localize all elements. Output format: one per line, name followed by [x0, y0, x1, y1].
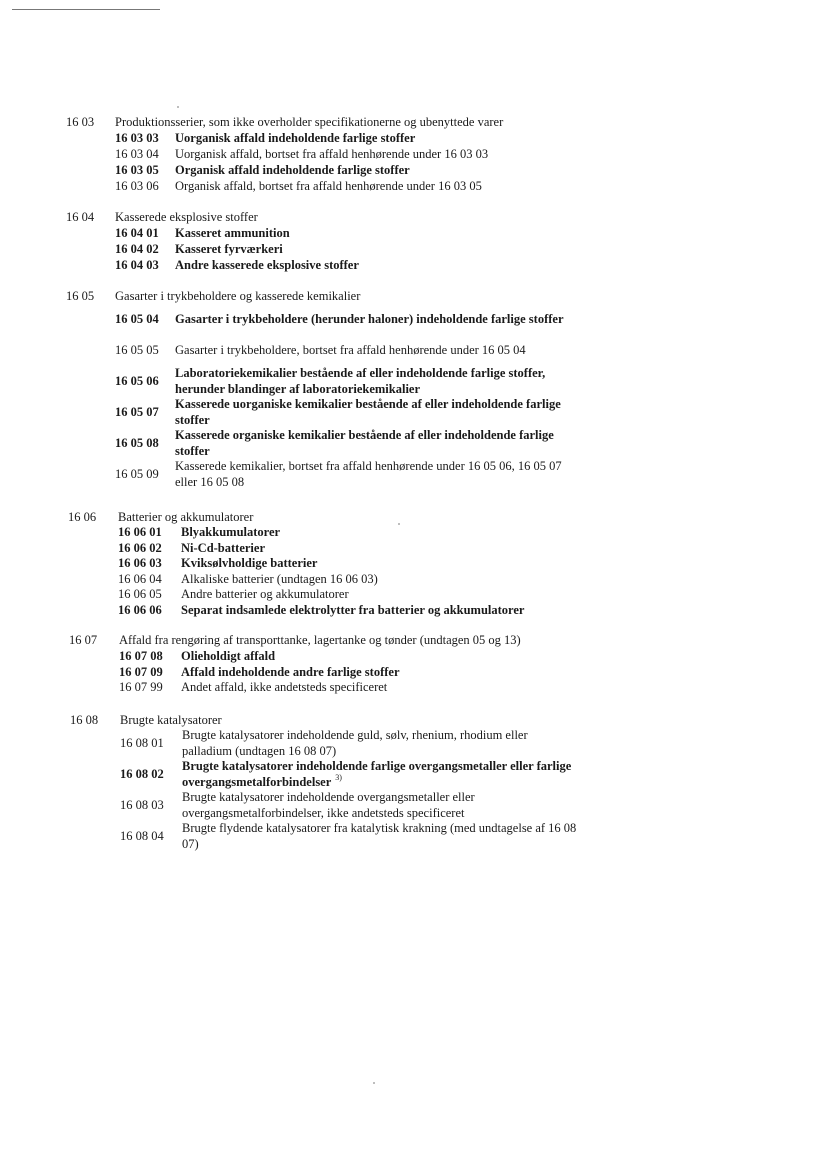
waste-description: Ni-Cd-batterier: [181, 540, 265, 555]
waste-description: Organisk affald indeholdende farlige stoffer: [175, 163, 410, 178]
group-code: 16 05: [66, 289, 95, 303]
waste-description-text: Brugte katalysatorer indeholdende farlige overgangsmetaller eller farlige overgangsmetalforbindelser: [182, 759, 572, 789]
group-title: Affald fra rengøring af transporttanke, lagertanke og tønder (undtagen 05 og 13): [119, 633, 521, 647]
waste-description: [182, 759, 580, 790]
waste-description: Organisk affald, bortset fra affald henhørende under 16 03 05: [175, 179, 482, 194]
waste-description: Olieholdigt affald: [181, 649, 276, 663]
waste-description: Uorganisk affald, bortset fra affald henhørende under 16 03 03: [175, 147, 489, 162]
waste-description: Affald indeholdende andre farlige stoffer: [181, 664, 400, 679]
waste-description: Kasserede kemikalier, bortset fra affald henhørende under 16 05 06, 16 05 07 eller 16 05 08: [175, 459, 562, 489]
waste-description: Brugte katalysatorer indeholdende guld, sølv, rhenium, rhodium eller palladium (undtagen 16 08 07): [182, 728, 528, 758]
group-title: Batterier og akkumulatorer: [118, 510, 254, 524]
waste-description: Andre kasserede eksplosive stoffer: [175, 258, 359, 273]
waste-code-row: [118, 525, 578, 541]
waste-code-row: [115, 226, 575, 242]
group-title: Gasarter i trykbeholdere og kasserede kemikalier: [115, 289, 361, 303]
waste-code-row: [119, 665, 579, 681]
waste-code: 16 07 08: [119, 649, 163, 663]
waste-code: 16 05 06: [115, 373, 159, 388]
waste-description: Kviksølvholdige batterier: [181, 556, 318, 570]
group-code: 16 07: [69, 633, 98, 647]
waste-code-row: [115, 242, 575, 258]
waste-code-row: [120, 759, 580, 790]
waste-code-row: [120, 790, 580, 821]
waste-code: 16 03 05: [115, 163, 159, 178]
group-title: Kasserede eksplosive stoffer: [115, 210, 258, 224]
waste-description: Alkaliske batterier (undtagen 16 06 03): [181, 571, 378, 586]
waste-description: Gasarter i trykbeholdere (herunder haloner) indeholdende farlige stoffer: [175, 311, 564, 326]
waste-code-row: [118, 572, 578, 588]
waste-code-row: [119, 649, 579, 665]
waste-code: 16 03 06: [115, 179, 159, 194]
waste-code: 16 05 08: [115, 435, 159, 450]
waste-code-row: [115, 459, 575, 490]
waste-code-row: [115, 428, 575, 459]
waste-code-row: [115, 163, 575, 179]
waste-code-row: [118, 603, 578, 619]
waste-code: 16 05 04: [115, 311, 159, 326]
waste-code-list: [118, 525, 578, 618]
scan-speck: [177, 106, 179, 108]
group-title: Produktionsserier, som ikke overholder specifikationerne og ubenyttede varer: [115, 115, 504, 129]
waste-code: 16 04 03: [115, 258, 159, 273]
group-code: 16 04: [66, 210, 95, 224]
group-code: 16 08: [70, 713, 99, 727]
waste-code-row: [119, 680, 579, 696]
waste-code: 16 07 99: [119, 680, 163, 694]
waste-description: Andre batterier og akkumulatorer: [181, 587, 349, 601]
waste-code: 16 05 07: [115, 404, 159, 419]
waste-code-list: [120, 728, 580, 852]
waste-description: Separat indsamlede elektrolytter fra batterier og akkumulatorer: [181, 602, 525, 617]
waste-code: 16 03 03: [115, 131, 159, 146]
group-code: 16 06: [68, 510, 97, 524]
scan-edge-line: [12, 9, 160, 10]
waste-description: Uorganisk affald indeholdende farlige stoffer: [175, 131, 416, 146]
waste-code-row: [115, 179, 575, 195]
waste-code-row: [118, 587, 578, 603]
waste-code: 16 06 05: [118, 587, 162, 601]
waste-code: 16 08 04: [120, 828, 164, 843]
group-title: Brugte katalysatorer: [120, 713, 222, 727]
group-code: 16 03: [66, 115, 95, 129]
waste-code-row: [120, 821, 580, 852]
waste-code-row: [115, 366, 575, 397]
waste-code: 16 08 03: [120, 797, 164, 812]
waste-code-row: [115, 131, 575, 147]
waste-code-list: [119, 649, 579, 696]
waste-code-list: [115, 304, 575, 490]
waste-code: 16 06 04: [118, 571, 162, 586]
waste-code-row: [115, 397, 575, 428]
waste-description: Kasseret ammunition: [175, 226, 290, 241]
waste-description: Andet affald, ikke andetsteds specificeret: [181, 680, 388, 694]
waste-code: 16 06 01: [118, 525, 162, 539]
footnote-marker: 3): [335, 773, 342, 783]
waste-code: 16 04 01: [115, 226, 159, 241]
waste-code: 16 06 06: [118, 602, 162, 617]
waste-code-list: [115, 131, 575, 195]
waste-code-row: [115, 335, 575, 366]
waste-code: 16 08 02: [120, 766, 164, 781]
waste-description: Brugte flydende katalysatorer fra katalytisk krakning (med undtagelse af 16 08 07): [182, 821, 577, 851]
scan-speck: [373, 1082, 375, 1084]
waste-description: Brugte katalysatorer indeholdende overgangsmetaller eller overgangsmetalforbindelser, ikke andetsteds specificeret: [182, 790, 475, 820]
waste-code-row: [120, 728, 580, 759]
waste-code-row: [118, 541, 578, 557]
waste-code: 16 07 09: [119, 664, 163, 679]
waste-code: 16 08 01: [120, 735, 164, 750]
waste-code-row: [115, 258, 575, 274]
waste-description: Blyakkumulatorer: [181, 525, 281, 539]
waste-description: Gasarter i trykbeholdere, bortset fra affald henhørende under 16 05 04: [175, 342, 526, 357]
waste-description: Kasserede organiske kemikalier bestående af eller indeholdende farlige stoffer: [175, 428, 554, 458]
waste-code: 16 06 03: [118, 556, 162, 570]
waste-code: 16 03 04: [115, 147, 159, 162]
waste-code: 16 05 09: [115, 466, 159, 481]
waste-description: Kasseret fyrværkeri: [175, 242, 283, 257]
waste-description: Laboratoriekemikalier bestående af eller indeholdende farlige stoffer, herunder blandinger af laboratoriekemikalier: [175, 366, 546, 396]
waste-code: 16 05 05: [115, 342, 159, 357]
waste-code: 16 06 02: [118, 540, 162, 555]
waste-code-row: [115, 304, 575, 335]
waste-code-row: [118, 556, 578, 572]
waste-code: 16 04 02: [115, 242, 159, 257]
waste-code-row: [115, 147, 575, 163]
waste-code-list: [115, 226, 575, 274]
waste-description: Kasserede uorganiske kemikalier bestående af eller indeholdende farlige stoffer: [175, 397, 561, 427]
